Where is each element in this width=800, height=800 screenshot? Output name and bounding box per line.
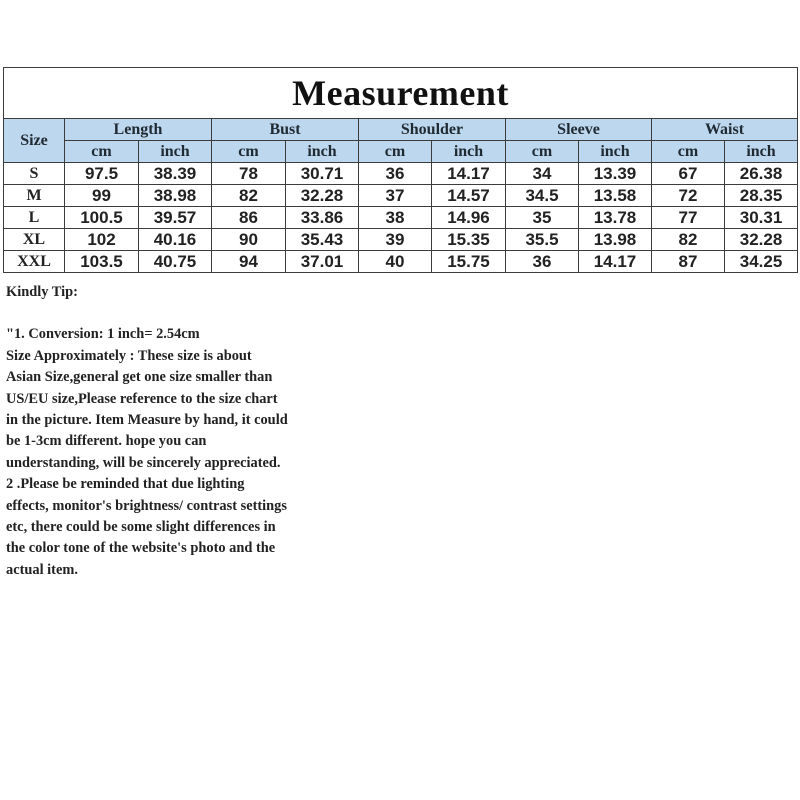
tips-line: the color tone of the website's photo and the bbox=[6, 540, 276, 557]
bust-cm-cell: 78 bbox=[212, 163, 286, 185]
length-cm-cell: 103.5 bbox=[65, 251, 139, 273]
length-inch-cell: 39.57 bbox=[139, 207, 212, 229]
table-row bbox=[4, 185, 798, 207]
waist-inch-cell: 34.25 bbox=[725, 251, 798, 273]
sleeve-inch-cell: 14.17 bbox=[579, 251, 652, 273]
header-bust-cm: cm bbox=[212, 141, 286, 163]
length-inch-cell: 38.39 bbox=[139, 163, 212, 185]
tips-line: Asian Size,general get one size smaller than bbox=[6, 369, 273, 386]
header-sleeve-inch: inch bbox=[579, 141, 652, 163]
tips-line: US/EU size,Please reference to the size chart bbox=[6, 390, 278, 407]
bust-cm-cell: 82 bbox=[212, 185, 286, 207]
sleeve-inch-cell: 13.98 bbox=[579, 229, 652, 251]
header-sleeve: Sleeve bbox=[506, 119, 652, 141]
size-cell: S bbox=[4, 163, 65, 185]
bust-inch-cell: 35.43 bbox=[286, 229, 359, 251]
table-row bbox=[4, 163, 798, 185]
table-title: Measurement bbox=[4, 68, 798, 119]
shoulder-inch-cell: 14.57 bbox=[432, 185, 506, 207]
header-shoulder-inch: inch bbox=[432, 141, 506, 163]
shoulder-inch-cell: 14.96 bbox=[432, 207, 506, 229]
tips-line: Size Approximately : These size is about bbox=[6, 347, 252, 364]
bust-inch-cell: 33.86 bbox=[286, 207, 359, 229]
header-waist: Waist bbox=[652, 119, 798, 141]
header-length-cm: cm bbox=[65, 141, 139, 163]
sleeve-cm-cell: 34 bbox=[506, 163, 579, 185]
length-cm-cell: 100.5 bbox=[65, 207, 139, 229]
length-inch-cell: 38.98 bbox=[139, 185, 212, 207]
size-cell: XXL bbox=[4, 251, 65, 273]
header-size: Size bbox=[4, 119, 65, 163]
shoulder-cm-cell: 40 bbox=[359, 251, 432, 273]
sleeve-inch-cell: 13.78 bbox=[579, 207, 652, 229]
tips-line: "1. Conversion: 1 inch= 2.54cm bbox=[6, 326, 200, 343]
header-sleeve-cm: cm bbox=[506, 141, 579, 163]
waist-cm-cell: 72 bbox=[652, 185, 725, 207]
bust-inch-cell: 30.71 bbox=[286, 163, 359, 185]
waist-cm-cell: 87 bbox=[652, 251, 725, 273]
tips-line: actual item. bbox=[6, 561, 78, 578]
tips-line: understanding, will be sincerely appreciated. bbox=[6, 454, 281, 471]
shoulder-inch-cell: 15.75 bbox=[432, 251, 506, 273]
header-length: Length bbox=[65, 119, 212, 141]
bust-cm-cell: 86 bbox=[212, 207, 286, 229]
size-chart-table bbox=[3, 67, 798, 273]
length-cm-cell: 97.5 bbox=[65, 163, 139, 185]
tips-line: effects, monitor's brightness/ contrast settings bbox=[6, 497, 287, 514]
waist-inch-cell: 32.28 bbox=[725, 229, 798, 251]
sleeve-cm-cell: 34.5 bbox=[506, 185, 579, 207]
header-bust: Bust bbox=[212, 119, 359, 141]
header-shoulder: Shoulder bbox=[359, 119, 506, 141]
tips-line: in the picture. Item Measure by hand, it could bbox=[6, 412, 288, 429]
shoulder-inch-cell: 15.35 bbox=[432, 229, 506, 251]
waist-cm-cell: 82 bbox=[652, 229, 725, 251]
header-bust-inch: inch bbox=[286, 141, 359, 163]
sleeve-inch-cell: 13.39 bbox=[579, 163, 652, 185]
tips-heading: Kindly Tip: bbox=[6, 284, 78, 300]
tips-line: etc, there could be some slight differences in bbox=[6, 519, 276, 536]
sleeve-cm-cell: 35.5 bbox=[506, 229, 579, 251]
waist-cm-cell: 77 bbox=[652, 207, 725, 229]
bust-inch-cell: 32.28 bbox=[286, 185, 359, 207]
header-shoulder-cm: cm bbox=[359, 141, 432, 163]
shoulder-inch-cell: 14.17 bbox=[432, 163, 506, 185]
waist-inch-cell: 28.35 bbox=[725, 185, 798, 207]
kindly-tips bbox=[6, 282, 366, 581]
sleeve-inch-cell: 13.58 bbox=[579, 185, 652, 207]
sleeve-cm-cell: 36 bbox=[506, 251, 579, 273]
size-cell: L bbox=[4, 207, 65, 229]
size-cell: M bbox=[4, 185, 65, 207]
table-row bbox=[4, 207, 798, 229]
length-cm-cell: 99 bbox=[65, 185, 139, 207]
length-inch-cell: 40.16 bbox=[139, 229, 212, 251]
length-cm-cell: 102 bbox=[65, 229, 139, 251]
waist-inch-cell: 26.38 bbox=[725, 163, 798, 185]
shoulder-cm-cell: 39 bbox=[359, 229, 432, 251]
bust-cm-cell: 94 bbox=[212, 251, 286, 273]
shoulder-cm-cell: 38 bbox=[359, 207, 432, 229]
tips-line: be 1-3cm different. hope you can bbox=[6, 433, 207, 450]
length-inch-cell: 40.75 bbox=[139, 251, 212, 273]
waist-cm-cell: 67 bbox=[652, 163, 725, 185]
shoulder-cm-cell: 36 bbox=[359, 163, 432, 185]
bust-inch-cell: 37.01 bbox=[286, 251, 359, 273]
tips-line: 2 .Please be reminded that due lighting bbox=[6, 476, 245, 493]
table-row bbox=[4, 251, 798, 273]
waist-inch-cell: 30.31 bbox=[725, 207, 798, 229]
shoulder-cm-cell: 37 bbox=[359, 185, 432, 207]
header-waist-cm: cm bbox=[652, 141, 725, 163]
header-waist-inch: inch bbox=[725, 141, 798, 163]
table-row bbox=[4, 229, 798, 251]
sleeve-cm-cell: 35 bbox=[506, 207, 579, 229]
size-cell: XL bbox=[4, 229, 65, 251]
header-length-inch: inch bbox=[139, 141, 212, 163]
bust-cm-cell: 90 bbox=[212, 229, 286, 251]
